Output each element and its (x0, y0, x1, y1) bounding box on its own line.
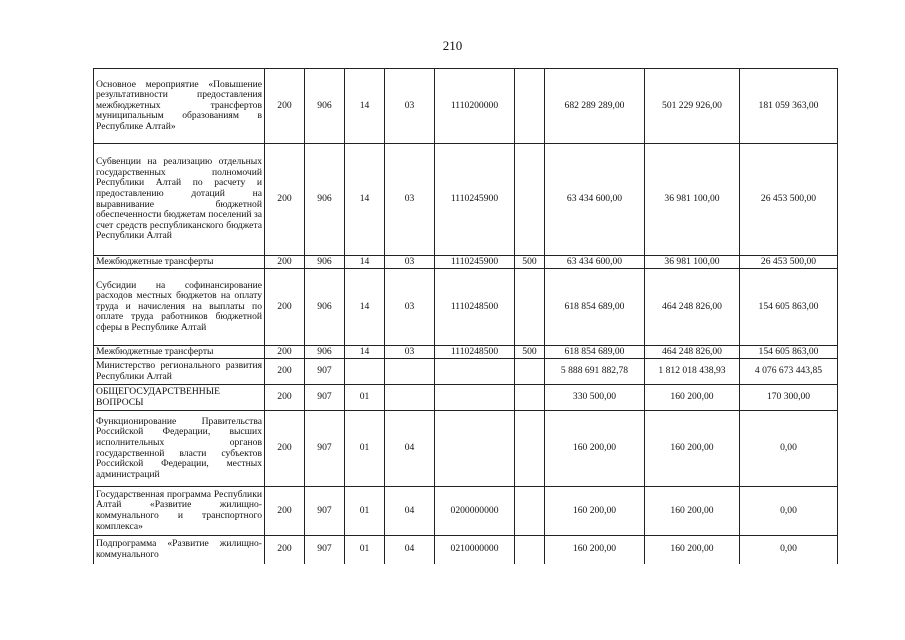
row-name: Основное мероприятие «Повышение результативности предоставления межбюджетных трансфертов муниципальным образованиям в Республике Алтай» (94, 69, 265, 144)
cell-amount: 464 248 826,00 (645, 269, 740, 346)
cell-code: 03 (385, 346, 435, 359)
cell-code: 14 (345, 256, 385, 269)
table-row (94, 69, 838, 144)
cell-code: 01 (345, 487, 385, 536)
cell-code (515, 411, 545, 487)
cell-code (515, 359, 545, 385)
cell-amount: 36 981 100,00 (645, 256, 740, 269)
cell-code: 14 (345, 144, 385, 256)
cell-code: 907 (305, 385, 345, 411)
cell-code: 04 (385, 487, 435, 536)
cell-code: 01 (345, 385, 385, 411)
cell-amount: 330 500,00 (545, 385, 645, 411)
table-row (94, 536, 838, 564)
cell-amount: 181 059 363,00 (740, 69, 838, 144)
cell-code: 500 (515, 346, 545, 359)
table-row (94, 256, 838, 269)
cell-amount: 160 200,00 (545, 411, 645, 487)
row-name: Подпрограмма «Развитие жилищно-коммунального (94, 536, 265, 564)
row-name: Государственная программа Республики Алтай «Развитие жилищно-коммунального и транспортного комплекса» (94, 487, 265, 536)
cell-amount: 36 981 100,00 (645, 144, 740, 256)
cell-code: 01 (345, 411, 385, 487)
cell-amount: 160 200,00 (645, 536, 740, 564)
row-name: Министерство регионального развития Республики Алтай (94, 359, 265, 385)
cell-code: 200 (265, 69, 305, 144)
cell-amount: 0,00 (740, 411, 838, 487)
cell-code: 200 (265, 269, 305, 346)
cell-code: 04 (385, 536, 435, 564)
cell-code (435, 359, 515, 385)
cell-amount: 160 200,00 (545, 487, 645, 536)
row-name: ОБЩЕГОСУДАРСТВЕННЫЕ ВОПРОСЫ (94, 385, 265, 411)
cell-code (515, 69, 545, 144)
cell-amount: 154 605 863,00 (740, 346, 838, 359)
cell-code (515, 269, 545, 346)
cell-amount: 63 434 600,00 (545, 256, 645, 269)
cell-code: 03 (385, 269, 435, 346)
cell-amount: 160 200,00 (545, 536, 645, 564)
cell-amount: 170 300,00 (740, 385, 838, 411)
cell-code (385, 385, 435, 411)
cell-code: 1110248500 (435, 346, 515, 359)
budget-table (93, 68, 838, 564)
cell-code: 906 (305, 256, 345, 269)
cell-code: 907 (305, 536, 345, 564)
cell-code (515, 536, 545, 564)
row-name: Межбюджетные трансферты (94, 346, 265, 359)
cell-amount: 26 453 500,00 (740, 144, 838, 256)
cell-amount: 0,00 (740, 487, 838, 536)
row-name: Субсидии на софинансирование расходов местных бюджетов на оплату труда и начисления на выплаты по оплате труда работников бюджетной сферы в Республике Алтай (94, 269, 265, 346)
cell-code: 14 (345, 346, 385, 359)
cell-code: 200 (265, 536, 305, 564)
cell-code: 500 (515, 256, 545, 269)
cell-code (435, 411, 515, 487)
table-row (94, 359, 838, 385)
cell-code: 906 (305, 269, 345, 346)
cell-amount: 160 200,00 (645, 385, 740, 411)
page-number: 210 (442, 38, 463, 53)
cell-code: 14 (345, 269, 385, 346)
cell-code: 200 (265, 385, 305, 411)
table-row (94, 487, 838, 536)
cell-amount: 682 289 289,00 (545, 69, 645, 144)
row-name: Межбюджетные трансферты (94, 256, 265, 269)
cell-code: 04 (385, 411, 435, 487)
cell-amount: 0,00 (740, 536, 838, 564)
cell-code (515, 385, 545, 411)
table-row (94, 346, 838, 359)
cell-code: 907 (305, 411, 345, 487)
cell-code: 906 (305, 346, 345, 359)
cell-code: 200 (265, 411, 305, 487)
cell-code: 200 (265, 359, 305, 385)
cell-amount: 160 200,00 (645, 411, 740, 487)
cell-code: 906 (305, 144, 345, 256)
cell-code: 200 (265, 346, 305, 359)
cell-amount: 1 812 018 438,93 (645, 359, 740, 385)
cell-amount: 154 605 863,00 (740, 269, 838, 346)
cell-code: 01 (345, 536, 385, 564)
cell-code: 907 (305, 487, 345, 536)
cell-code: 1110200000 (435, 69, 515, 144)
table-row (94, 144, 838, 256)
cell-code (515, 487, 545, 536)
cell-code: 0200000000 (435, 487, 515, 536)
cell-code: 03 (385, 144, 435, 256)
cell-code: 03 (385, 69, 435, 144)
cell-code: 200 (265, 144, 305, 256)
cell-code: 1110245900 (435, 144, 515, 256)
cell-code (435, 385, 515, 411)
cell-code: 1110245900 (435, 256, 515, 269)
cell-code: 1110248500 (435, 269, 515, 346)
cell-amount: 5 888 691 882,78 (545, 359, 645, 385)
row-name: Субвенции на реализацию отдельных государственных полномочий Республики Алтай по расчету и предоставлению дотаций на выравнивание бюджетной обеспеченности бюджетам поселений за счет средств республиканского бюджета Республики Алтай (94, 144, 265, 256)
cell-code (515, 144, 545, 256)
cell-code: 906 (305, 69, 345, 144)
cell-amount: 464 248 826,00 (645, 346, 740, 359)
cell-amount: 618 854 689,00 (545, 269, 645, 346)
cell-code: 14 (345, 69, 385, 144)
cell-code: 200 (265, 256, 305, 269)
table-row (94, 385, 838, 411)
cell-amount: 4 076 673 443,85 (740, 359, 838, 385)
cell-code: 03 (385, 256, 435, 269)
cell-code: 200 (265, 487, 305, 536)
cell-code (345, 359, 385, 385)
cell-amount: 160 200,00 (645, 487, 740, 536)
row-name: Функционирование Правительства Российской Федерации, высших исполнительных органов государственной власти субъектов Российской Федерации, местных администраций (94, 411, 265, 487)
cell-code (385, 359, 435, 385)
table-row (94, 411, 838, 487)
cell-code: 907 (305, 359, 345, 385)
cell-amount: 63 434 600,00 (545, 144, 645, 256)
cell-code: 0210000000 (435, 536, 515, 564)
table-row (94, 269, 838, 346)
cell-amount: 618 854 689,00 (545, 346, 645, 359)
cell-amount: 26 453 500,00 (740, 256, 838, 269)
cell-amount: 501 229 926,00 (645, 69, 740, 144)
